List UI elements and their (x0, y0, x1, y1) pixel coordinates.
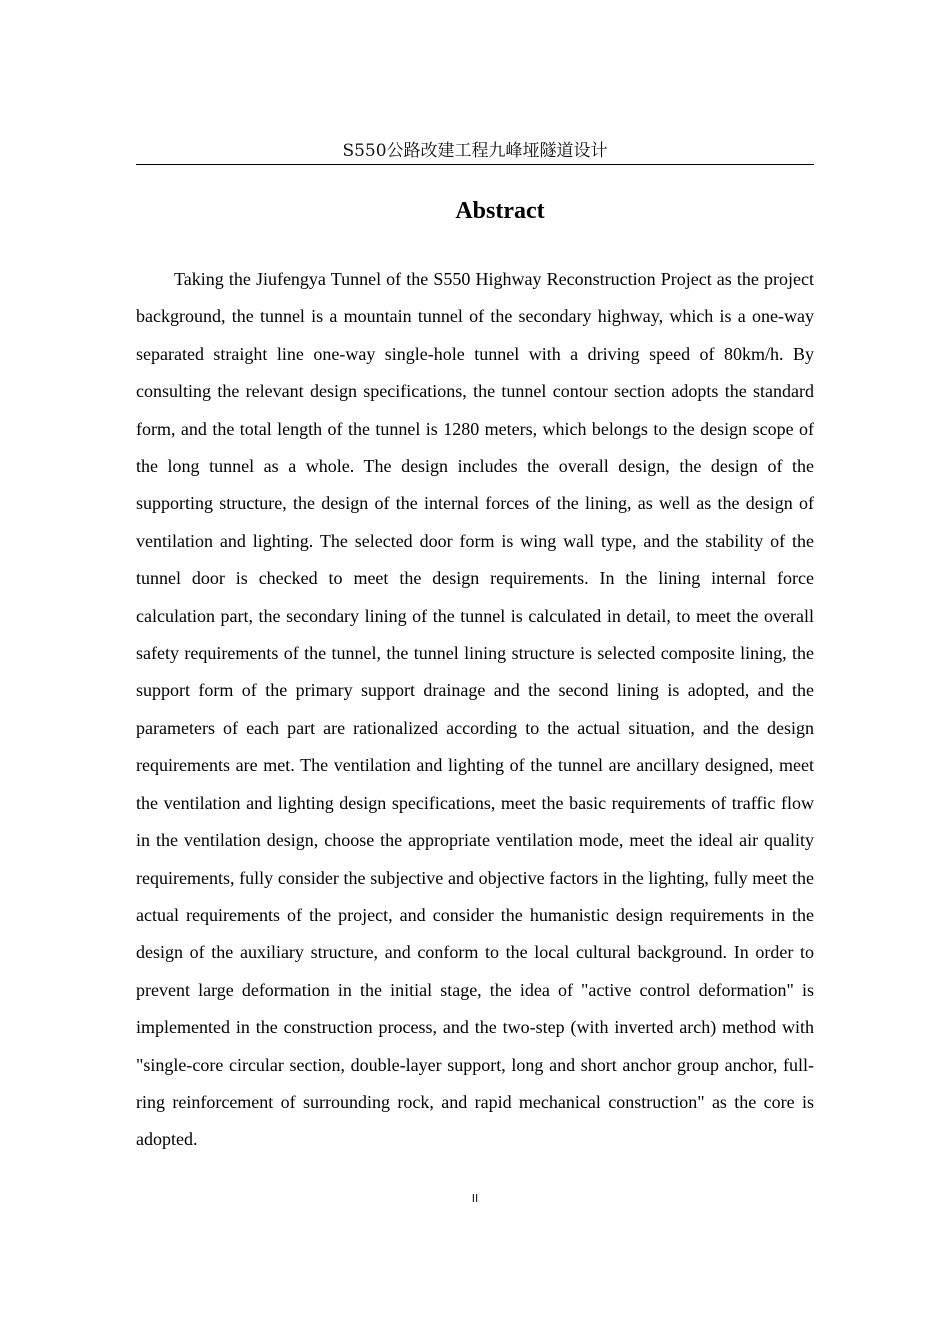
running-header: S550公路改建工程九峰垭隧道设计 (342, 141, 608, 161)
abstract-paragraph: Taking the Jiufengya Tunnel of the S550 Highway Reconstruction Project as the project background, the tunnel is a mountain tunnel of the secondary highway, which is a one-way separated straight line one-way single-hole tunnel with a driving speed of 80km/h. By consulting the relevant design specifications, the tunnel contour section adopts the standard form, and the total length of the tunnel is 1280 meters, which belongs to the design scope of the long tunnel as a whole. The design includes the overall design, the design of the supporting structure, the design of the internal forces of the lining, as well as the design of ventilation and lighting. The selected door form is wing wall type, and the stability of the tunnel door is checked to meet the design requirements. In the lining internal force calculation part, the secondary lining of the tunnel is calculated in detail, to meet the overall safety requirements of the tunnel, the tunnel lining structure is selected composite lining, the support form of the primary support drainage and the second lining is adopted, and the parameters of each part are rationalized according to the actual situation, and the design requirements are met. The ventilation and lighting of the tunnel are ancillary designed, meet the ventilation and lighting design specifications, meet the basic requirements of traffic flow in the ventilation design, choose the appropriate ventilation mode, meet the ideal air quality requirements, fully consider the subjective and objective factors in the lighting, fully meet the actual requirements of the project, and consider the humanistic design requirements in the design of the auxiliary structure, and conform to the local cultural background. In order to prevent large deformation in the initial stage, the idea of "active control deformation" is implemented in the construction process, and the two-step (with inverted arch) method with "single-core circular section, double-layer support, long and short anchor group anchor, full-ring reinforcement of surrounding rock, and rapid mechanical construction" as the core is adopted. (136, 269, 814, 1150)
page-number: II (471, 1192, 479, 1205)
page-title: Abstract (455, 198, 545, 224)
header-divider (136, 164, 814, 165)
